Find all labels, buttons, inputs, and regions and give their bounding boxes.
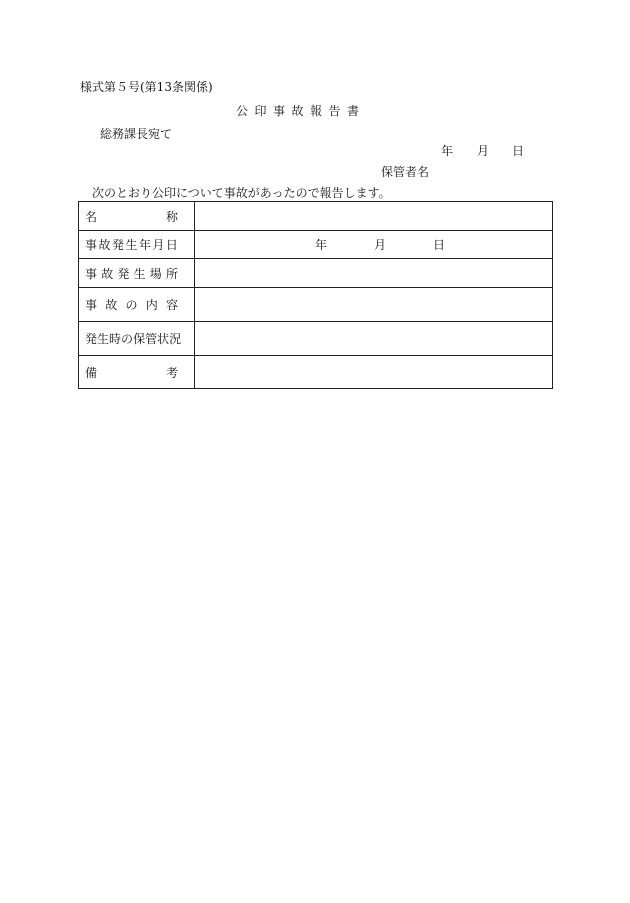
keeper-name-label: 保管者名: [381, 165, 430, 179]
label-char: 状: [157, 332, 170, 346]
label-char: 発: [85, 332, 98, 346]
spread-label: [85, 236, 178, 253]
spread-label: [85, 296, 178, 313]
label-char: 生: [97, 332, 110, 346]
label-char: 月: [152, 238, 165, 252]
form-number: 様式第５号(第13条関係): [80, 80, 213, 94]
label-char: 発: [117, 266, 130, 281]
row-label-incident-date: [79, 231, 195, 259]
label-char: 事: [85, 238, 98, 252]
label-char: 容: [165, 298, 178, 312]
table-row: [79, 356, 553, 389]
label-char: の: [121, 332, 134, 346]
label-char: 管: [145, 332, 158, 346]
spread-label: [85, 364, 178, 381]
name-value-cell[interactable]: [195, 202, 553, 231]
label-char: 事: [85, 298, 98, 312]
label-char: 内: [145, 298, 158, 312]
row-label-name: [79, 202, 195, 231]
row-label-remarks: [79, 356, 195, 389]
label-char: の: [125, 298, 138, 312]
label-char: 故: [105, 298, 118, 312]
label-char: 所: [165, 266, 178, 281]
row-label-storage-status: [79, 322, 195, 356]
label-char: 場: [149, 266, 162, 281]
label-char: 称: [165, 209, 178, 224]
incident-month-label: 月: [374, 237, 387, 252]
incident-content-value-cell[interactable]: [195, 288, 553, 322]
label-char: 生: [125, 238, 138, 252]
label-char: 保: [133, 332, 146, 346]
label-char: 日: [165, 238, 178, 252]
date-day-label: 日: [512, 144, 525, 158]
incident-day-label: 日: [433, 237, 446, 252]
date-month-label: 月: [477, 144, 490, 158]
label-char: 考: [165, 365, 178, 380]
incident-date-value-cell[interactable]: [195, 231, 553, 259]
addressee: 総務課長宛て: [100, 127, 173, 141]
table-row: [79, 288, 553, 322]
table-row: [79, 202, 553, 231]
label-char: 発: [111, 238, 124, 252]
row-label-incident-content: [79, 288, 195, 322]
label-char: 時: [109, 332, 122, 346]
spread-label: [85, 265, 178, 282]
row-label-incident-place: [79, 259, 195, 288]
storage-status-value-cell[interactable]: [195, 322, 553, 356]
document-title: 公印事故報告書: [236, 104, 366, 118]
incident-place-value-cell[interactable]: [195, 259, 553, 288]
spread-label: [85, 208, 178, 225]
label-char: 年: [138, 238, 151, 252]
incident-year-label: 年: [315, 237, 328, 252]
label-char: 事: [85, 266, 98, 281]
report-table: [78, 201, 553, 389]
table-row: [79, 259, 553, 288]
remarks-value-cell[interactable]: [195, 356, 553, 389]
table-row: [79, 322, 553, 356]
label-char: 況: [169, 332, 182, 346]
label-char: 生: [133, 266, 146, 281]
label-char: 故: [101, 266, 114, 281]
table-row: [79, 231, 553, 259]
intro-text: 次のとおり公印について事故があったので報告します。: [92, 186, 391, 200]
label-char: 故: [98, 238, 111, 252]
label-char: 名: [85, 209, 98, 224]
incident-date-fields: [195, 238, 552, 252]
label-char: 備: [85, 365, 98, 380]
date-year-label: 年: [441, 144, 454, 158]
spread-label: [85, 330, 182, 347]
